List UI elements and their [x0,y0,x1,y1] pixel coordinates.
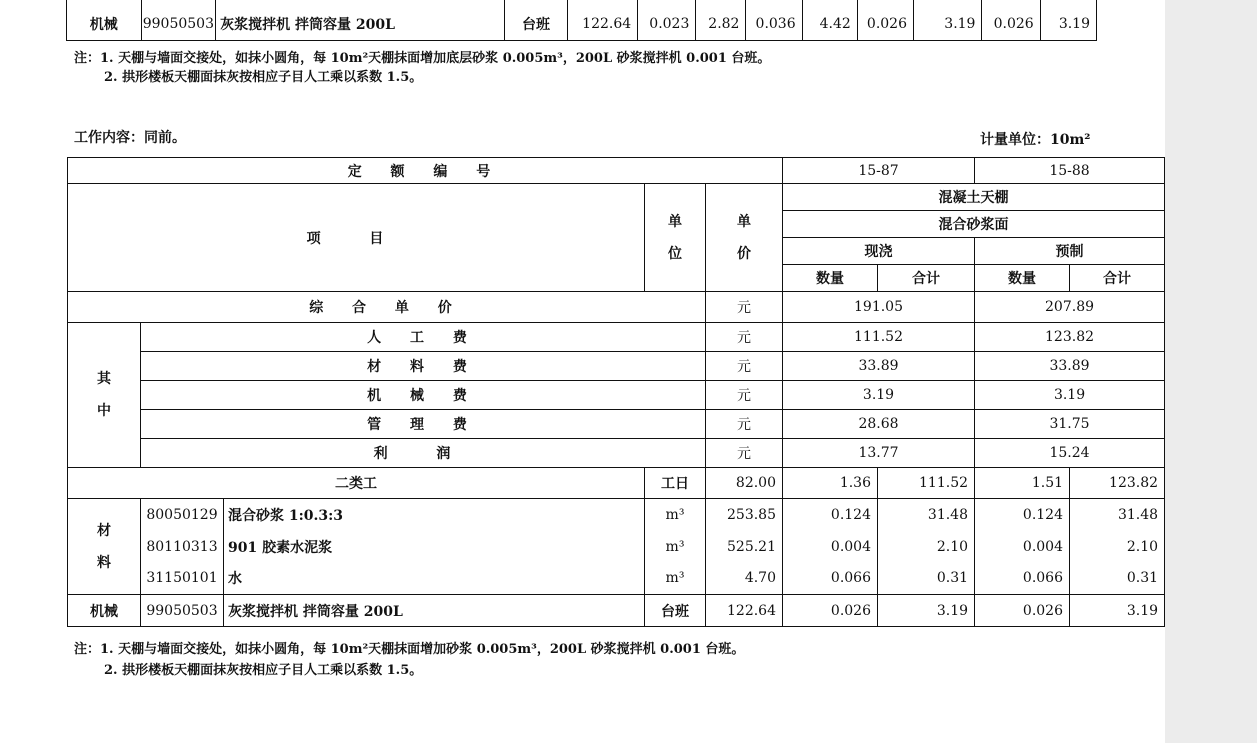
quota-code-2: 15-88 [975,158,1165,184]
composite-label: 综 合 单 价 [68,292,706,323]
table-row: 管 理 费 元 28.68 31.75 [68,410,1165,439]
table-row: 综 合 单 价 元 191.05 207.89 [68,292,1165,323]
measurement-unit: 计量单位：10m² [980,132,1091,148]
material-label: 材 料 [68,499,141,595]
sub-header-cast: 现浇 [783,238,975,265]
table-row: 机械 99050503 灰浆搅拌机 拌筒容量 200L 台班 122.64 0.026 3.19 0.026 3.19 [68,595,1165,627]
unit-header: 单 位 [645,184,706,292]
qty-header: 数量 [783,265,878,292]
table-row: 利 润 元 13.77 15.24 [68,439,1165,468]
table-row: 二类工 工日 82.00 1.36 111.52 1.51 123.82 [68,468,1165,499]
labor-label: 二类工 [68,468,645,499]
group-header-1: 混凝土天棚 [783,184,1165,211]
qty-header: 数量 [975,265,1070,292]
table-row [68,184,1165,211]
note-bottom-line1: 注：1. 天棚与墙面交接处，如抹小圆角，每 10m²天棚抹面增加砂浆 0.005m³，200L 砂浆搅拌机 0.001 台班。 [74,642,745,657]
table-row: 80110313 901 胶素水泥浆 m³ 525.21 0.004 2.10 0.004 2.10 [68,531,1165,563]
table-row: 31150101 水 m³ 4.70 0.066 0.31 0.066 0.31 [68,563,1165,595]
total-header: 合计 [878,265,975,292]
sub-header-precast: 预制 [975,238,1165,265]
table-row: 机械 99050503 灰浆搅拌机 拌筒容量 200L 台班 122.64 0.023 2.82 0.036 4.42 0.026 3.19 0.026 3.19 [67,0,1097,41]
total-header: 合计 [1070,265,1165,292]
work-content: 工作内容：同前。 [74,130,186,146]
previous-table-fragment [66,0,1097,41]
table-row: 机 械 费 元 3.19 3.19 [68,381,1165,410]
table-row: 其 中 人 工 费 元 111.52 123.82 [68,323,1165,352]
quota-code-1: 15-87 [783,158,975,184]
quota-table [67,157,1165,627]
item-label: 项 目 [68,184,645,292]
table-row: 材 料 费 元 33.89 33.89 [68,352,1165,381]
note-top-line2: 2. 拱形楼板天棚面抹灰按相应子目人工乘以系数 1.5。 [104,70,423,85]
machine-label: 机械 [68,595,141,627]
quota-label: 定 额 编 号 [68,158,783,184]
among-label: 其 中 [68,323,141,468]
price-header: 单 价 [706,184,783,292]
table-row: 材 料 80050129 混合砂浆 1:0.3:3 m³ 253.85 0.124 31.48 0.124 31.48 [68,499,1165,531]
table-row [68,158,1165,184]
note-top-line1: 注：1. 天棚与墙面交接处，如抹小圆角，每 10m²天棚抹面增加底层砂浆 0.005m³，200L 砂浆搅拌机 0.001 台班。 [74,51,771,66]
group-header-2: 混合砂浆面 [783,211,1165,238]
note-bottom-line2: 2. 拱形楼板天棚面抹灰按相应子目人工乘以系数 1.5。 [104,663,423,678]
